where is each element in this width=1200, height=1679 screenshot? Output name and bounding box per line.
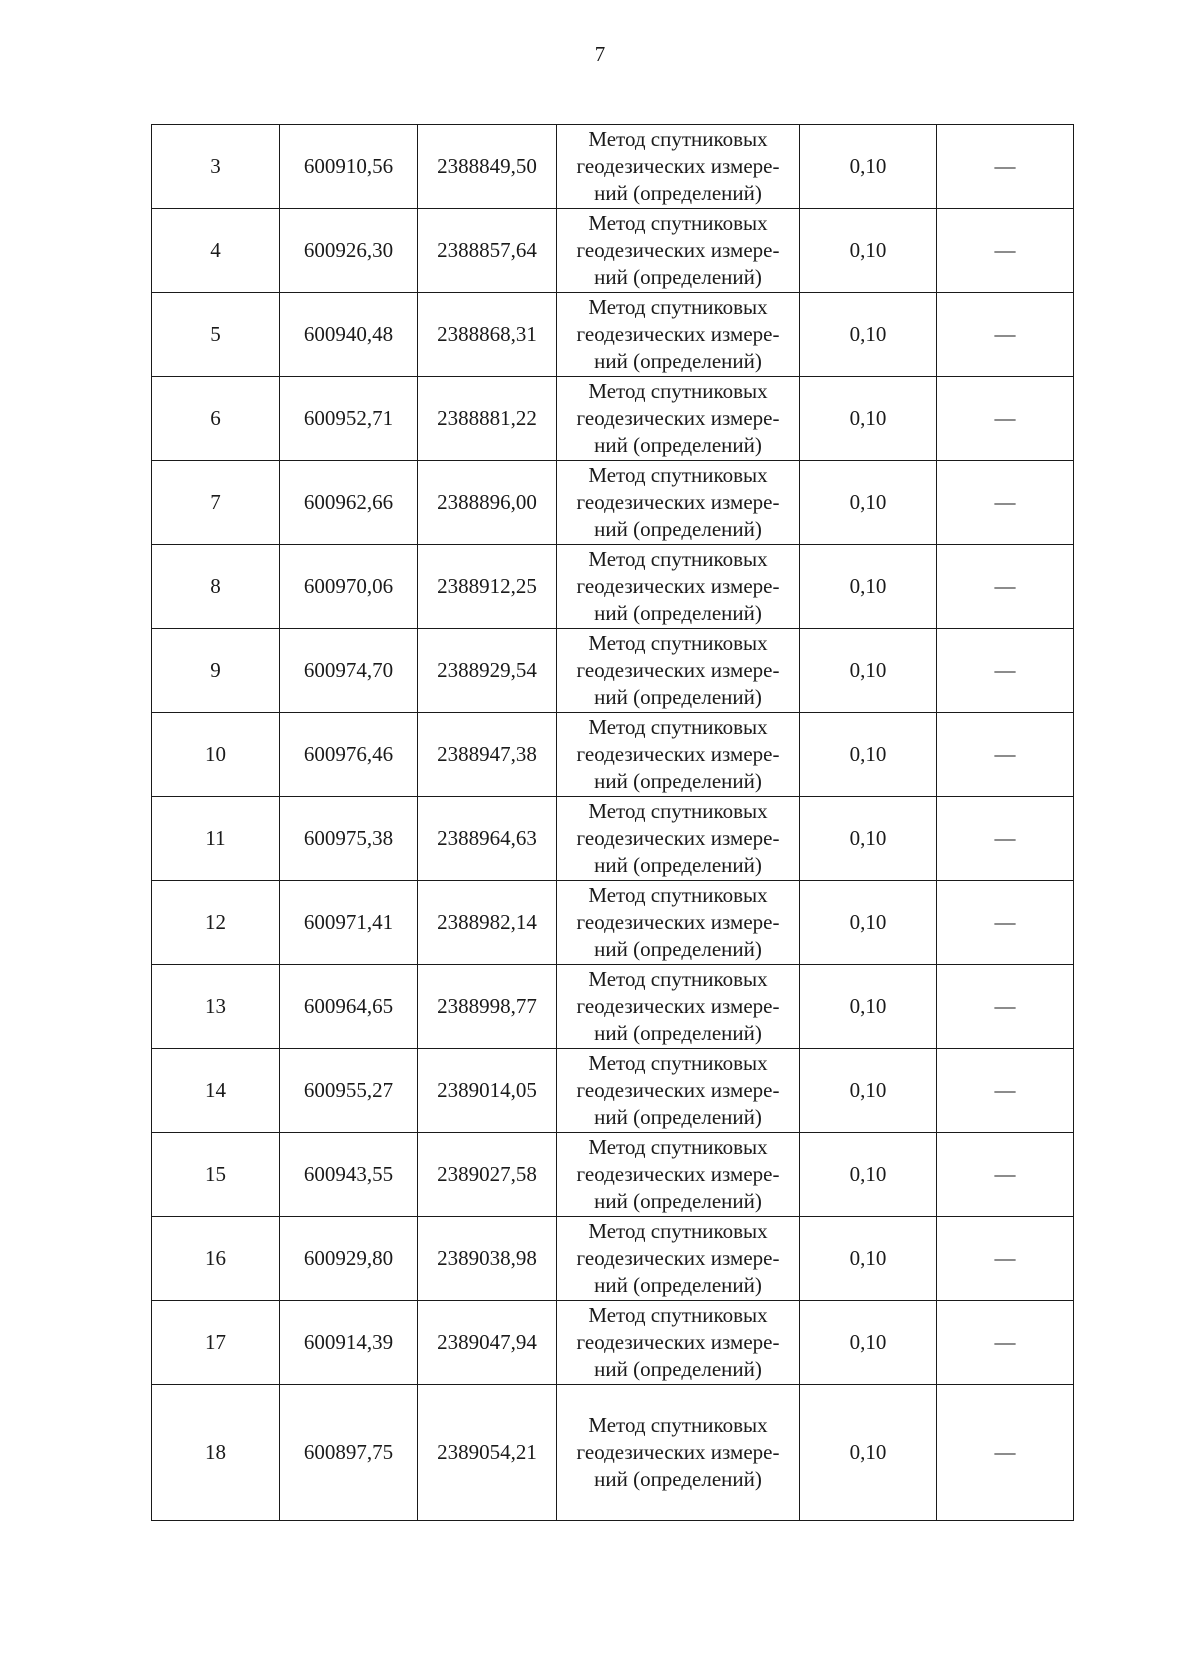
table-row <box>152 461 1074 545</box>
table-row <box>152 1385 1074 1521</box>
method-text <box>577 630 780 711</box>
method-line: Метод спутниковых <box>588 295 768 319</box>
precision-cell: 0,10 <box>800 629 937 713</box>
point-number-cell: 9 <box>152 629 280 713</box>
note-cell: — <box>937 881 1074 965</box>
method-line: геодезических измере- <box>576 826 780 850</box>
method-line: геодезических измере- <box>576 490 780 514</box>
method-text <box>577 546 780 627</box>
coordinates-table <box>151 124 1074 1521</box>
y-coordinate-cell: 2388849,50 <box>418 125 557 209</box>
point-number-cell: 6 <box>152 377 280 461</box>
note-cell: — <box>937 461 1074 545</box>
method-line: геодезических измере- <box>576 742 780 766</box>
x-coordinate-cell: 600940,48 <box>280 293 418 377</box>
precision-cell: 0,10 <box>800 965 937 1049</box>
table-row <box>152 629 1074 713</box>
table-row <box>152 713 1074 797</box>
point-number-cell: 16 <box>152 1217 280 1301</box>
note-cell: — <box>937 125 1074 209</box>
method-line: ний (определений) <box>594 265 762 289</box>
y-coordinate-cell: 2389038,98 <box>418 1217 557 1301</box>
method-line: Метод спутниковых <box>588 379 768 403</box>
note-cell: — <box>937 797 1074 881</box>
method-text <box>577 294 780 375</box>
method-line: геодезических измере- <box>576 406 780 430</box>
y-coordinate-cell: 2388964,63 <box>418 797 557 881</box>
method-line: Метод спутниковых <box>588 799 768 823</box>
method-text <box>577 1050 780 1131</box>
precision-cell: 0,10 <box>800 293 937 377</box>
point-number-cell: 8 <box>152 545 280 629</box>
method-cell <box>557 461 800 545</box>
y-coordinate-cell: 2388868,31 <box>418 293 557 377</box>
precision-cell: 0,10 <box>800 881 937 965</box>
precision-cell: 0,10 <box>800 713 937 797</box>
method-line: Метод спутниковых <box>588 1135 768 1159</box>
method-line: ний (определений) <box>594 769 762 793</box>
method-line: геодезических измере- <box>576 910 780 934</box>
x-coordinate-cell: 600955,27 <box>280 1049 418 1133</box>
x-coordinate-cell: 600914,39 <box>280 1301 418 1385</box>
y-coordinate-cell: 2388982,14 <box>418 881 557 965</box>
note-cell: — <box>937 1217 1074 1301</box>
method-line: ний (определений) <box>594 1021 762 1045</box>
method-line: геодезических измере- <box>576 1246 780 1270</box>
method-line: ний (определений) <box>594 1273 762 1297</box>
note-cell: — <box>937 965 1074 1049</box>
method-line: Метод спутниковых <box>588 1051 768 1075</box>
table-row <box>152 125 1074 209</box>
method-line: ний (определений) <box>594 1189 762 1213</box>
precision-cell: 0,10 <box>800 209 937 293</box>
method-line: Метод спутниковых <box>588 715 768 739</box>
method-line: ний (определений) <box>594 1467 762 1491</box>
point-number-cell: 14 <box>152 1049 280 1133</box>
method-line: Метод спутниковых <box>588 127 768 151</box>
method-cell <box>557 965 800 1049</box>
method-text <box>577 714 780 795</box>
precision-cell: 0,10 <box>800 1217 937 1301</box>
method-line: Метод спутниковых <box>588 211 768 235</box>
note-cell: — <box>937 293 1074 377</box>
y-coordinate-cell: 2388998,77 <box>418 965 557 1049</box>
precision-cell: 0,10 <box>800 377 937 461</box>
method-line: геодезических измере- <box>576 574 780 598</box>
point-number-cell: 5 <box>152 293 280 377</box>
method-line: ний (определений) <box>594 685 762 709</box>
note-cell: — <box>937 629 1074 713</box>
method-cell <box>557 209 800 293</box>
page-number: 7 <box>594 42 606 66</box>
note-cell: — <box>937 713 1074 797</box>
precision-cell: 0,10 <box>800 125 937 209</box>
table-row <box>152 209 1074 293</box>
method-line: Метод спутниковых <box>588 1413 768 1437</box>
method-cell <box>557 293 800 377</box>
table-row <box>152 881 1074 965</box>
method-line: геодезических измере- <box>576 1440 780 1464</box>
method-line: геодезических измере- <box>576 154 780 178</box>
x-coordinate-cell: 600971,41 <box>280 881 418 965</box>
x-coordinate-cell: 600962,66 <box>280 461 418 545</box>
table-body <box>152 125 1074 1521</box>
method-line: ний (определений) <box>594 937 762 961</box>
note-cell: — <box>937 545 1074 629</box>
precision-cell: 0,10 <box>800 1301 937 1385</box>
y-coordinate-cell: 2388857,64 <box>418 209 557 293</box>
point-number-cell: 3 <box>152 125 280 209</box>
y-coordinate-cell: 2389027,58 <box>418 1133 557 1217</box>
x-coordinate-cell: 600976,46 <box>280 713 418 797</box>
table-row <box>152 1133 1074 1217</box>
point-number-cell: 7 <box>152 461 280 545</box>
precision-cell: 0,10 <box>800 1049 937 1133</box>
method-line: ний (определений) <box>594 181 762 205</box>
y-coordinate-cell: 2388912,25 <box>418 545 557 629</box>
method-text <box>577 966 780 1047</box>
method-cell <box>557 545 800 629</box>
method-line: геодезических измере- <box>576 1078 780 1102</box>
method-text <box>577 798 780 879</box>
method-line: Метод спутниковых <box>588 631 768 655</box>
y-coordinate-cell: 2388929,54 <box>418 629 557 713</box>
method-cell <box>557 377 800 461</box>
method-line: ний (определений) <box>594 433 762 457</box>
precision-cell: 0,10 <box>800 1385 937 1521</box>
x-coordinate-cell: 600974,70 <box>280 629 418 713</box>
method-cell <box>557 713 800 797</box>
point-number-cell: 12 <box>152 881 280 965</box>
method-line: ний (определений) <box>594 853 762 877</box>
method-line: Метод спутниковых <box>588 1303 768 1327</box>
note-cell: — <box>937 1133 1074 1217</box>
y-coordinate-cell: 2388896,00 <box>418 461 557 545</box>
method-cell <box>557 1133 800 1217</box>
table-row <box>152 965 1074 1049</box>
method-text <box>577 462 780 543</box>
method-cell <box>557 797 800 881</box>
method-text <box>577 882 780 963</box>
x-coordinate-cell: 600975,38 <box>280 797 418 881</box>
point-number-cell: 11 <box>152 797 280 881</box>
x-coordinate-cell: 600943,55 <box>280 1133 418 1217</box>
precision-cell: 0,10 <box>800 545 937 629</box>
y-coordinate-cell: 2389054,21 <box>418 1385 557 1521</box>
point-number-cell: 10 <box>152 713 280 797</box>
method-line: геодезических измере- <box>576 1330 780 1354</box>
precision-cell: 0,10 <box>800 461 937 545</box>
point-number-cell: 4 <box>152 209 280 293</box>
point-number-cell: 15 <box>152 1133 280 1217</box>
method-line: Метод спутниковых <box>588 1219 768 1243</box>
note-cell: — <box>937 209 1074 293</box>
table-row <box>152 1217 1074 1301</box>
note-cell: — <box>937 377 1074 461</box>
method-text <box>577 1302 780 1383</box>
method-line: Метод спутниковых <box>588 883 768 907</box>
y-coordinate-cell: 2388881,22 <box>418 377 557 461</box>
x-coordinate-cell: 600929,80 <box>280 1217 418 1301</box>
method-line: геодезических измере- <box>576 322 780 346</box>
x-coordinate-cell: 600910,56 <box>280 125 418 209</box>
table-row <box>152 1301 1074 1385</box>
method-cell <box>557 1385 800 1521</box>
method-text <box>577 210 780 291</box>
method-text <box>577 126 780 207</box>
method-cell <box>557 125 800 209</box>
point-number-cell: 13 <box>152 965 280 1049</box>
y-coordinate-cell: 2389047,94 <box>418 1301 557 1385</box>
table-row <box>152 797 1074 881</box>
method-line: Метод спутниковых <box>588 967 768 991</box>
table-row <box>152 1049 1074 1133</box>
x-coordinate-cell: 600926,30 <box>280 209 418 293</box>
table-row <box>152 545 1074 629</box>
precision-cell: 0,10 <box>800 797 937 881</box>
y-coordinate-cell: 2388947,38 <box>418 713 557 797</box>
method-line: ний (определений) <box>594 601 762 625</box>
x-coordinate-cell: 600952,71 <box>280 377 418 461</box>
method-line: ний (определений) <box>594 1105 762 1129</box>
note-cell: — <box>937 1385 1074 1521</box>
method-cell <box>557 1217 800 1301</box>
method-text <box>577 378 780 459</box>
method-line: ний (определений) <box>594 349 762 373</box>
method-line: геодезических измере- <box>576 1162 780 1186</box>
method-line: ний (определений) <box>594 1357 762 1381</box>
method-line: Метод спутниковых <box>588 547 768 571</box>
x-coordinate-cell: 600970,06 <box>280 545 418 629</box>
method-line: Метод спутниковых <box>588 463 768 487</box>
method-cell <box>557 1049 800 1133</box>
table-row <box>152 293 1074 377</box>
x-coordinate-cell: 600897,75 <box>280 1385 418 1521</box>
point-number-cell: 17 <box>152 1301 280 1385</box>
method-line: геодезических измере- <box>576 994 780 1018</box>
method-text <box>577 1218 780 1299</box>
note-cell: — <box>937 1301 1074 1385</box>
x-coordinate-cell: 600964,65 <box>280 965 418 1049</box>
point-number-cell: 18 <box>152 1385 280 1521</box>
method-text <box>577 1412 780 1493</box>
method-line: геодезических измере- <box>576 658 780 682</box>
method-text <box>577 1134 780 1215</box>
method-line: геодезических измере- <box>576 238 780 262</box>
y-coordinate-cell: 2389014,05 <box>418 1049 557 1133</box>
method-cell <box>557 629 800 713</box>
precision-cell: 0,10 <box>800 1133 937 1217</box>
method-cell <box>557 1301 800 1385</box>
table-row <box>152 377 1074 461</box>
method-line: ний (определений) <box>594 517 762 541</box>
note-cell: — <box>937 1049 1074 1133</box>
method-cell <box>557 881 800 965</box>
